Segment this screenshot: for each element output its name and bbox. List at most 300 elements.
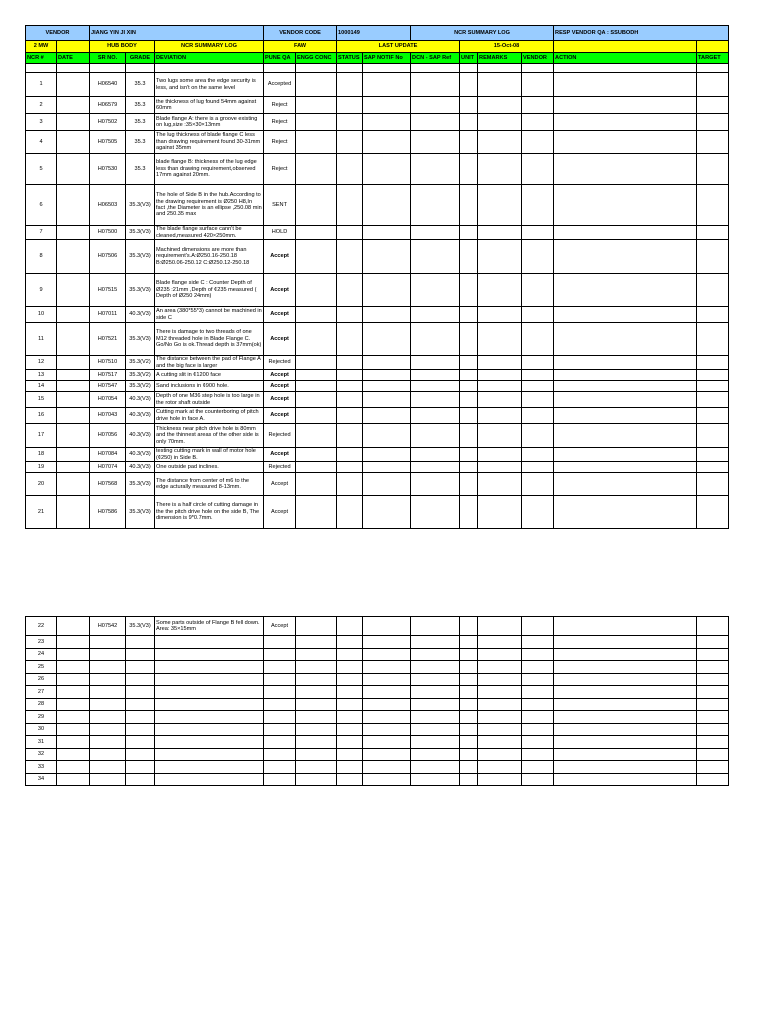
ncr-number-cell: 24	[26, 648, 57, 661]
sap-notif-no-cell	[363, 736, 411, 749]
date-cell	[57, 114, 90, 131]
remarks-cell	[478, 392, 522, 408]
ncr-number-cell: 7	[26, 226, 57, 240]
column-header-status: STATUS	[337, 53, 363, 64]
date-cell	[57, 226, 90, 240]
status-cell	[337, 462, 363, 473]
unit-cell	[460, 381, 478, 392]
vendor-label: VENDOR	[26, 26, 90, 41]
remarks-cell	[478, 736, 522, 749]
sr-no-cell	[90, 761, 126, 774]
column-header-date: DATE	[57, 53, 90, 64]
deviation-cell: blade flange B: thickness of the lug edge less than drawing requirement,observed 17mm against 20mm.	[155, 154, 264, 185]
pune-qa-cell	[264, 698, 296, 711]
sap-notif-no-cell	[363, 448, 411, 462]
date-cell	[57, 323, 90, 356]
engg-conc-cell	[296, 226, 337, 240]
column-header-grade: GRADE	[126, 53, 155, 64]
engg-conc-cell	[296, 392, 337, 408]
ncr-row	[26, 323, 729, 356]
action-cell	[554, 114, 697, 131]
pune-qa-cell: Accept	[264, 392, 296, 408]
dcn-sap-ref-cell	[411, 274, 460, 307]
status-cell	[337, 698, 363, 711]
action-cell	[554, 636, 697, 649]
blank-cell	[337, 64, 363, 73]
deviation-cell: There is damage to two threads of one M12 threaded hole in Blade Flange C. Go/No Go is ok.Thread depth is 37mm(ok)	[155, 323, 264, 356]
dcn-sap-ref-cell	[411, 97, 460, 114]
remarks-cell	[478, 185, 522, 226]
sap-notif-no-cell	[363, 617, 411, 636]
date-cell	[57, 648, 90, 661]
sr-no-cell	[90, 698, 126, 711]
vendor-cell	[522, 381, 554, 392]
ncr-row	[26, 686, 729, 699]
target-cell	[697, 773, 729, 786]
action-cell	[554, 496, 697, 529]
vendor-cell	[522, 617, 554, 636]
date-cell	[57, 723, 90, 736]
grade-cell: 35.3(V3)	[126, 185, 155, 226]
grade-cell	[126, 673, 155, 686]
engg-conc-cell	[296, 370, 337, 381]
last-update-label: LAST UPDATE	[337, 41, 460, 53]
ncr-number-cell: 10	[26, 307, 57, 323]
pune-qa-cell: Accept	[264, 323, 296, 356]
unit-cell	[460, 97, 478, 114]
action-cell	[554, 673, 697, 686]
ncr-number-cell: 28	[26, 698, 57, 711]
action-cell	[554, 686, 697, 699]
column-header-ncr-number: NCR #	[26, 53, 57, 64]
sr-no-cell	[90, 736, 126, 749]
blank-cell	[57, 41, 90, 53]
remarks-cell	[478, 711, 522, 724]
unit-cell	[460, 617, 478, 636]
vendor-cell	[522, 636, 554, 649]
remarks-cell	[478, 698, 522, 711]
date-cell	[57, 698, 90, 711]
target-cell	[697, 617, 729, 636]
grade-cell: 40.3(V3)	[126, 307, 155, 323]
column-header-sr-no: SR NO.	[90, 53, 126, 64]
engg-conc-cell	[296, 307, 337, 323]
sr-no-cell: H07510	[90, 356, 126, 370]
target-cell	[697, 496, 729, 529]
engg-conc-cell	[296, 636, 337, 649]
ncr-number-cell: 8	[26, 240, 57, 274]
unit-cell	[460, 736, 478, 749]
remarks-cell	[478, 131, 522, 154]
sap-notif-no-cell	[363, 773, 411, 786]
dcn-sap-ref-cell	[411, 131, 460, 154]
deviation-cell: Blade flange A: there is a groove existing on lug,size :35×30×13mm	[155, 114, 264, 131]
deviation-cell: testing cutting mark in wall of motor hole (¢250) in Side B.	[155, 448, 264, 462]
vendor-cell	[522, 114, 554, 131]
unit-cell	[460, 240, 478, 274]
pune-qa-cell: Rejected	[264, 462, 296, 473]
dcn-sap-ref-cell	[411, 761, 460, 774]
vendor-cell	[522, 773, 554, 786]
remarks-cell	[478, 114, 522, 131]
date-cell	[57, 307, 90, 323]
header-row-project	[26, 41, 729, 53]
unit-cell	[460, 448, 478, 462]
action-cell	[554, 773, 697, 786]
ncr-row	[26, 698, 729, 711]
vendor-cell	[522, 673, 554, 686]
action-cell	[554, 462, 697, 473]
blank-cell	[363, 64, 411, 73]
status-cell	[337, 686, 363, 699]
status-cell	[337, 711, 363, 724]
ncr-row	[26, 356, 729, 370]
status-cell	[337, 226, 363, 240]
remarks-cell	[478, 496, 522, 529]
column-header-vendor: VENDOR	[522, 53, 554, 64]
blank-cell	[155, 64, 264, 73]
engg-conc-cell	[296, 97, 337, 114]
ncr-row	[26, 408, 729, 424]
ncr-number-cell: 27	[26, 686, 57, 699]
remarks-cell	[478, 661, 522, 674]
sr-no-cell: H06503	[90, 185, 126, 226]
deviation-cell: The distance between the pad of Flange A and the big face is larger	[155, 356, 264, 370]
sr-no-cell: H07011	[90, 307, 126, 323]
target-cell	[697, 97, 729, 114]
target-cell	[697, 686, 729, 699]
pune-qa-cell: Accepted	[264, 73, 296, 97]
grade-cell	[126, 773, 155, 786]
sap-notif-no-cell	[363, 185, 411, 226]
ncr-number-cell: 20	[26, 473, 57, 496]
target-cell	[697, 424, 729, 448]
vendor-cell	[522, 748, 554, 761]
target-cell	[697, 131, 729, 154]
sap-notif-no-cell	[363, 323, 411, 356]
unit-cell	[460, 636, 478, 649]
grade-cell: 35.3(V3)	[126, 323, 155, 356]
remarks-cell	[478, 473, 522, 496]
deviation-cell: The hole of Side B in the hub.According to the drawing requirement is Ø250 H8,In fact ,the Diameter is an ellipse ,250.08 min and 250.35 max	[155, 185, 264, 226]
sr-no-cell: H07515	[90, 274, 126, 307]
engg-conc-cell	[296, 131, 337, 154]
date-cell	[57, 131, 90, 154]
status-cell	[337, 356, 363, 370]
sap-notif-no-cell	[363, 114, 411, 131]
ncr-number-cell: 29	[26, 711, 57, 724]
ncr-row	[26, 748, 729, 761]
engg-conc-cell	[296, 274, 337, 307]
deviation-cell: Machined dimensions are more than requirement's.A:Ø250.16-250.18 B:Ø250.06-250.12 C:Ø250.12-250.18	[155, 240, 264, 274]
sr-no-cell: H07054	[90, 392, 126, 408]
dcn-sap-ref-cell	[411, 73, 460, 97]
unit-cell	[460, 748, 478, 761]
vendor-cell	[522, 698, 554, 711]
unit-cell	[460, 473, 478, 496]
unit-cell	[460, 73, 478, 97]
date-cell	[57, 661, 90, 674]
target-cell	[697, 73, 729, 97]
pune-qa-cell	[264, 686, 296, 699]
status-cell	[337, 274, 363, 307]
blank-cell	[57, 64, 90, 73]
engg-conc-cell	[296, 711, 337, 724]
pune-qa-cell: Rejected	[264, 356, 296, 370]
vendor-cell	[522, 154, 554, 185]
vendor-cell	[522, 462, 554, 473]
dcn-sap-ref-cell	[411, 356, 460, 370]
sr-no-cell: H07506	[90, 240, 126, 274]
engg-conc-cell	[296, 617, 337, 636]
target-cell	[697, 648, 729, 661]
remarks-cell	[478, 636, 522, 649]
remarks-cell	[478, 408, 522, 424]
ncr-row	[26, 240, 729, 274]
action-cell	[554, 711, 697, 724]
engg-conc-cell	[296, 323, 337, 356]
remarks-cell	[478, 323, 522, 356]
ncr-row	[26, 226, 729, 240]
target-cell	[697, 323, 729, 356]
unit-cell	[460, 392, 478, 408]
status-cell	[337, 307, 363, 323]
dcn-sap-ref-cell	[411, 226, 460, 240]
target-cell	[697, 408, 729, 424]
engg-conc-cell	[296, 748, 337, 761]
column-header-unit: UNIT	[460, 53, 478, 64]
status-cell	[337, 661, 363, 674]
vendor-cell	[522, 307, 554, 323]
target-cell	[697, 356, 729, 370]
pune-qa-cell: Accept	[264, 496, 296, 529]
ncr-row	[26, 648, 729, 661]
target-cell	[697, 661, 729, 674]
date-cell	[57, 496, 90, 529]
dcn-sap-ref-cell	[411, 711, 460, 724]
engg-conc-cell	[296, 761, 337, 774]
engg-conc-cell	[296, 496, 337, 529]
blank-cell	[126, 64, 155, 73]
ncr-number-cell: 14	[26, 381, 57, 392]
ncr-row	[26, 73, 729, 97]
engg-conc-cell	[296, 73, 337, 97]
unit-cell	[460, 462, 478, 473]
dcn-sap-ref-cell	[411, 686, 460, 699]
grade-cell: 40.3(V3)	[126, 424, 155, 448]
sap-notif-no-cell	[363, 473, 411, 496]
ncr-number-cell: 18	[26, 448, 57, 462]
sr-no-cell: H07547	[90, 381, 126, 392]
remarks-cell	[478, 97, 522, 114]
sap-notif-no-cell	[363, 392, 411, 408]
deviation-cell	[155, 748, 264, 761]
engg-conc-cell	[296, 408, 337, 424]
unit-cell	[460, 185, 478, 226]
action-cell	[554, 381, 697, 392]
unit-cell	[460, 686, 478, 699]
grade-cell: 35.3	[126, 73, 155, 97]
ncr-number-cell: 13	[26, 370, 57, 381]
deviation-cell: Cutting mark at the counterboring of pitch drive hole in face A.	[155, 408, 264, 424]
status-cell	[337, 673, 363, 686]
dcn-sap-ref-cell	[411, 462, 460, 473]
engg-conc-cell	[296, 154, 337, 185]
pune-qa-cell	[264, 648, 296, 661]
deviation-cell: Sand inclusions in ¢900 hole.	[155, 381, 264, 392]
deviation-cell	[155, 673, 264, 686]
grade-cell	[126, 686, 155, 699]
blank-cell	[296, 64, 337, 73]
deviation-cell	[155, 711, 264, 724]
ncr-row	[26, 274, 729, 307]
vendor-cell	[522, 736, 554, 749]
sr-no-cell: H06540	[90, 73, 126, 97]
target-cell	[697, 761, 729, 774]
ncr-row	[26, 617, 729, 636]
status-cell	[337, 648, 363, 661]
unit-cell	[460, 773, 478, 786]
status-cell	[337, 97, 363, 114]
target-cell	[697, 462, 729, 473]
ncr-number-cell: 17	[26, 424, 57, 448]
engg-conc-cell	[296, 661, 337, 674]
grade-cell: 35.3(V3)	[126, 226, 155, 240]
deviation-cell: The blade flange surface cann't be cleaned,measured 420×250mm.	[155, 226, 264, 240]
action-cell	[554, 748, 697, 761]
status-cell	[337, 185, 363, 226]
dcn-sap-ref-cell	[411, 448, 460, 462]
sr-no-cell	[90, 711, 126, 724]
date-cell	[57, 73, 90, 97]
date-cell	[57, 408, 90, 424]
action-cell	[554, 723, 697, 736]
dcn-sap-ref-cell	[411, 723, 460, 736]
ncr-row	[26, 636, 729, 649]
remarks-cell	[478, 648, 522, 661]
status-cell	[337, 748, 363, 761]
sr-no-cell	[90, 636, 126, 649]
grade-cell	[126, 736, 155, 749]
ncr-row	[26, 496, 729, 529]
remarks-cell	[478, 307, 522, 323]
last-update-date: 15-Oct-08	[460, 41, 554, 53]
dcn-sap-ref-cell	[411, 323, 460, 356]
sr-no-cell: H07521	[90, 323, 126, 356]
sap-notif-no-cell	[363, 274, 411, 307]
blank-cell	[90, 64, 126, 73]
pune-qa-cell	[264, 673, 296, 686]
sap-notif-no-cell	[363, 462, 411, 473]
unit-cell	[460, 661, 478, 674]
action-cell	[554, 648, 697, 661]
date-cell	[57, 473, 90, 496]
pune-qa-cell: Accept	[264, 617, 296, 636]
grade-cell: 35.3(V3)	[126, 473, 155, 496]
resp-vendor-qa: RESP VENDOR QA : SSUBODH	[554, 26, 729, 41]
date-cell	[57, 240, 90, 274]
grade-cell: 35.3(V2)	[126, 370, 155, 381]
dcn-sap-ref-cell	[411, 673, 460, 686]
status-cell	[337, 73, 363, 97]
deviation-cell	[155, 661, 264, 674]
target-cell	[697, 274, 729, 307]
pune-qa-cell: Accept	[264, 448, 296, 462]
vendor-cell	[522, 448, 554, 462]
blank-cell	[697, 64, 729, 73]
ncr-summary-log-title: NCR SUMMARY LOG	[411, 26, 554, 41]
ncr-row	[26, 723, 729, 736]
dcn-sap-ref-cell	[411, 408, 460, 424]
dcn-sap-ref-cell	[411, 424, 460, 448]
action-cell	[554, 323, 697, 356]
sap-notif-no-cell	[363, 73, 411, 97]
dcn-sap-ref-cell	[411, 736, 460, 749]
sap-notif-no-cell	[363, 408, 411, 424]
status-cell	[337, 473, 363, 496]
ncr-number-cell: 30	[26, 723, 57, 736]
unit-cell	[460, 323, 478, 356]
target-cell	[697, 711, 729, 724]
sap-notif-no-cell	[363, 356, 411, 370]
ncr-number-cell: 3	[26, 114, 57, 131]
date-cell	[57, 761, 90, 774]
date-cell	[57, 673, 90, 686]
unit-cell	[460, 711, 478, 724]
engg-conc-cell	[296, 723, 337, 736]
pune-qa-cell: Reject	[264, 97, 296, 114]
action-cell	[554, 240, 697, 274]
vendor-cell	[522, 226, 554, 240]
blank-cell	[554, 41, 697, 53]
sr-no-cell: H07056	[90, 424, 126, 448]
faw-label: FAW	[264, 41, 337, 53]
engg-conc-cell	[296, 473, 337, 496]
grade-cell: 35.3(V3)	[126, 496, 155, 529]
pune-qa-cell	[264, 748, 296, 761]
deviation-cell: There is a half circle of cutting damage in the the pitch drive hole on the side B, The dimension is 9*0.7mm.	[155, 496, 264, 529]
status-cell	[337, 761, 363, 774]
ncr-number-cell: 1	[26, 73, 57, 97]
status-cell	[337, 773, 363, 786]
engg-conc-cell	[296, 686, 337, 699]
pune-qa-cell: Reject	[264, 154, 296, 185]
sr-no-cell: H07530	[90, 154, 126, 185]
pune-qa-cell: Accept	[264, 381, 296, 392]
sap-notif-no-cell	[363, 131, 411, 154]
pune-qa-cell: Accept	[264, 473, 296, 496]
vendor-cell	[522, 711, 554, 724]
ncr-number-cell: 4	[26, 131, 57, 154]
header-row-vendor	[26, 26, 729, 41]
action-cell	[554, 154, 697, 185]
remarks-cell	[478, 462, 522, 473]
remarks-cell	[478, 274, 522, 307]
ncr-row	[26, 773, 729, 786]
ncr-number-cell: 11	[26, 323, 57, 356]
column-header-remarks: REMARKS	[478, 53, 522, 64]
vendor-cell	[522, 686, 554, 699]
pune-qa-cell	[264, 761, 296, 774]
dcn-sap-ref-cell	[411, 773, 460, 786]
action-cell	[554, 424, 697, 448]
grade-cell: 35.3(V2)	[126, 356, 155, 370]
status-cell	[337, 636, 363, 649]
pune-qa-cell: Accept	[264, 240, 296, 274]
status-cell	[337, 392, 363, 408]
dcn-sap-ref-cell	[411, 114, 460, 131]
sr-no-cell	[90, 673, 126, 686]
